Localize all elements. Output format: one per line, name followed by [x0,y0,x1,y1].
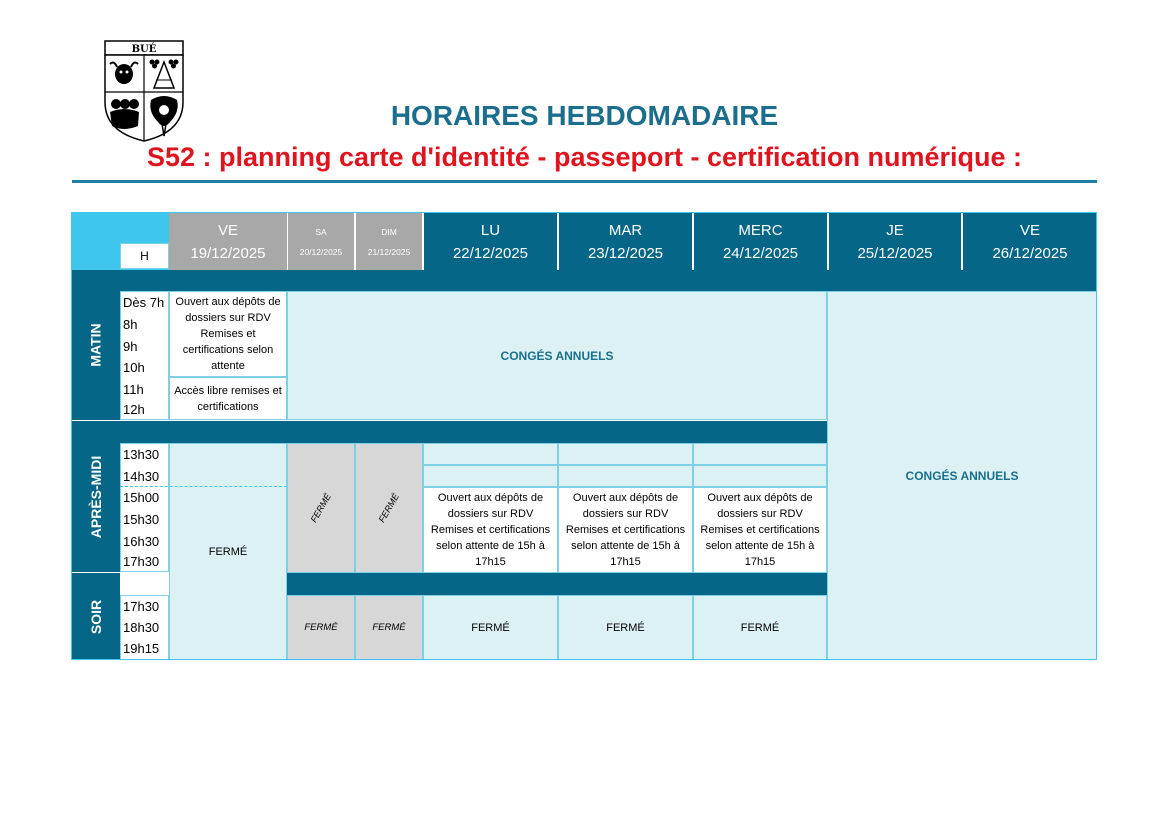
period-apres-midi [72,421,120,572]
time-label: 8h [123,317,138,332]
mar-aprem-rdv-cell: Ouvert aux dépôts de dossiers sur RDV Remises et certifications selon attente de 15h à 17h15 [558,487,693,573]
lu-slot-1330 [423,443,558,465]
mar-slot-1330 [558,443,693,465]
day-name: VE [217,221,238,239]
header-day-je [829,213,961,270]
time-label: 17h30 [123,599,160,614]
period-matin [72,270,120,420]
time-label: 15h00 [123,490,160,505]
day-date: 22/12/2025 [452,244,529,262]
ve-matin-libre-cell: Accès libre remises et certifications [169,377,287,420]
header-day-merc [694,213,827,270]
dim-ferme-aprem-cell [355,443,423,573]
separator-bar-matin-aprem [120,421,827,443]
times-matin-box [120,291,169,420]
lu-aprem-rdv-cell: Ouvert aux dépôts de dossiers sur RDV Remises et certifications selon attente de 15h à 17h15 [423,487,558,573]
period-label: APRÈS-MIDI [88,455,105,538]
merc-ferme-soir-cell: FERMÉ [693,595,827,660]
header-day-ve-1 [169,213,287,270]
dashed-divider [120,486,287,487]
day-name: JE [886,221,904,239]
header-day-sa [288,213,354,270]
separator-bar-aprem-soir [287,573,827,595]
time-label: 9h [123,339,138,354]
lu-ferme-soir-cell: FERMÉ [423,595,558,660]
page-title: HORAIRES HEBDOMADAIRE [390,100,779,131]
day-name: MERC [738,221,783,239]
ve-matin-rdv-cell: Ouvert aux dépôts de dossiers sur RDV Remises et certifications selon attente [169,291,287,377]
header-h-label: H [120,243,169,269]
day-date: 19/12/2025 [190,244,266,262]
time-label: 19h15 [123,641,160,656]
merc-slot-1330 [693,443,827,465]
period-label: SOIR [87,599,104,634]
time-label: Dès 7h [123,295,165,310]
time-label: 16h30 [123,534,160,549]
day-date: 21/12/2025 [367,246,411,257]
time-label: 10h [123,360,145,375]
header-day-dim [356,213,422,270]
dim-ferme-soir-cell: FERMÉ [355,595,423,660]
page-subtitle: S52 : planning carte d'identité - passeport - certification numérique : [146,142,1023,172]
mar-ferme-soir-cell: FERMÉ [558,595,693,660]
day-name: DIM [381,226,397,237]
sa-ferme-soir-cell: FERMÉ [287,595,355,660]
header-day-lu [424,213,557,270]
ferme-label: FERMÉ [308,491,334,525]
day-date: 24/12/2025 [722,244,799,262]
period-soir [72,573,120,660]
day-date: 25/12/2025 [857,244,933,262]
time-label: 14h30 [123,469,160,484]
header-day-mar [559,213,692,270]
day-name: SA [315,226,327,237]
period-label: MATIN [87,323,104,367]
day-date: 23/12/2025 [587,244,664,262]
time-label: 15h30 [123,512,160,527]
day-name: VE [1019,221,1040,239]
time-label: 17h30 [123,554,160,569]
header-separator-bar [72,270,1097,291]
ferme-label: FERMÉ [376,491,402,525]
lu-slot-1430 [423,465,558,487]
mar-slot-1430 [558,465,693,487]
merc-aprem-rdv-cell: Ouvert aux dépôts de dossiers sur RDV Remises et certifications selon attente de 15h à 17h15 [693,487,827,573]
time-label: 12h [123,402,145,417]
sa-ferme-aprem-cell [287,443,355,573]
time-label: 11h [123,382,144,397]
day-date: 26/12/2025 [992,244,1068,262]
crest-label: BUÉ [131,44,157,55]
conges-je-ve-cell: CONGÉS ANNUELS [827,291,1097,660]
ve-ferme-cell: FERMÉ [169,443,287,660]
day-date: 20/12/2025 [299,246,343,257]
time-label: 18h30 [123,620,160,635]
day-name: MAR [608,221,643,239]
merc-slot-1430 [693,465,827,487]
time-label: 13h30 [123,447,160,462]
header-day-ve-2 [963,213,1097,270]
day-name: LU [480,221,501,239]
conges-matin-cell: CONGÉS ANNUELS [287,291,827,420]
times-apres-midi-box [120,443,169,572]
title-divider [72,180,1097,183]
